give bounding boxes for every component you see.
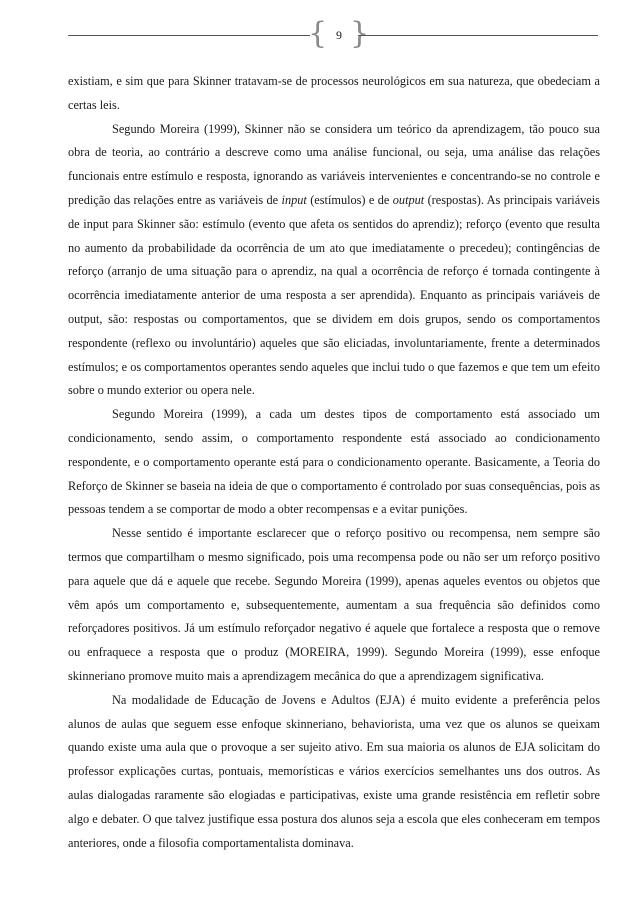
text-segment: Segundo Moreira (1999), Skinner não se considera um teórico da aprendizagem, tão pouco sua obra de teoria, ao contrário a descreve como uma análise funcional, ou seja, uma análise das relações funcionais entre estímulo e resposta, ignorando as variáveis intervenientes e concentrando-se no controle e predição das relações entre as variáveis de — [68, 121, 600, 207]
paragraph — [68, 70, 600, 118]
page-header — [68, 16, 598, 56]
term-input: input — [281, 192, 307, 207]
text-segment: Nesse sentido é importante esclarecer que o reforço positivo ou recompensa, nem sempre são termos que compartilham o mesmo significado, pois uma recompensa pode ou não ser um reforço positivo para aquele que dá e aquele que recebe. Segundo Moreira (1999), apenas aqueles eventos ou objetos que vêm após um comportamento e, subsequentemente, aumentam a sua frequência são definidos como reforçadores positivos. Já um estímulo reforçador negativo é aquele que fortalece a resposta que o remove ou enfraquece a resposta que o produz (MOREIRA, 1999). Segundo Moreira (1999), esse enfoque skinneriano promove muito mais a aprendizagem mecânica do que a aprendizagem significativa. — [68, 526, 600, 683]
paragraph — [68, 118, 600, 404]
left-brace-ornament: { — [308, 16, 328, 51]
paragraph — [68, 689, 600, 856]
text-segment: Na modalidade de Educação de Jovens e Adultos (EJA) é muito evidente a preferência pelos alunos de aulas que seguem esse enfoque skinneriano, behaviorista, uma vez que os alunos se queixam quando existe uma aula que o provoque a ser sujeito ativo. Em sua maioria os alunos de EJA solicitam do professor explicações curtas, pontuais, memorísticas e vários exercícios semelhantes uns dos outros. As aulas dialogadas raramente são elogiadas e participativas, existe uma grande resistência em refletir sobre algo e debater. O que talvez justifique essa postura dos alunos seja a escola que eles conheceram em tempos anteriores, onde a filosofia comportamentalista dominava. — [68, 692, 600, 850]
paragraph — [68, 403, 600, 522]
text-segment: Segundo Moreira (1999), a cada um destes tipos de comportamento está associado um condicionamento, sendo assim, o comportamento respondente está associado ao condicionamento respondente, e o comportamento operante está para o condicionamento operante. Basicamente, a Teoria do Reforço de Skinner se baseia na ideia de que o comportamento é controlado por suas consequências, pois as pessoas tendem a se comportar de modo a obter recompensas e a evitar punições. — [68, 407, 600, 517]
term-output: output — [392, 192, 425, 207]
right-brace-ornament: } — [350, 16, 370, 51]
paragraph — [68, 522, 600, 689]
body-text — [68, 70, 600, 855]
text-segment: (estímulos) e de — [306, 192, 393, 207]
page-number: 9 — [336, 28, 342, 42]
header-rule-right — [358, 35, 598, 36]
text-segment: (respostas). As principais variáveis de input para Skinner são: estímulo (evento que afeta os sentidos do aprendiz); reforço (evento que resulta no aumento da probabilidade da ocorrência de um ato que imediatamente o precedeu); contingências de reforço (arranjo de uma situação para o aprendiz, na qual a ocorrência de reforço é tornada contingente à ocorrência imediatamente anterior de uma resposta a ser aprendida). Enquanto as principais variáveis de output, são: respostas ou comportamentos, que se dividem em dois grupos, sendo os comportamentos respondente (reflexo ou involuntário) aqueles que são eliciadas, involuntariamente, frente a determinados estímulos; e os comportamentos operantes sendo aqueles que inclui tudo o que fazemos e que tem um efeito sobre o mundo exterior ou opera nele. — [68, 192, 600, 398]
header-rule-left — [68, 35, 310, 36]
text-segment: existiam, e sim que para Skinner tratavam-se de processos neurológicos em sua natureza, que obedeciam a certas leis. — [68, 74, 600, 112]
